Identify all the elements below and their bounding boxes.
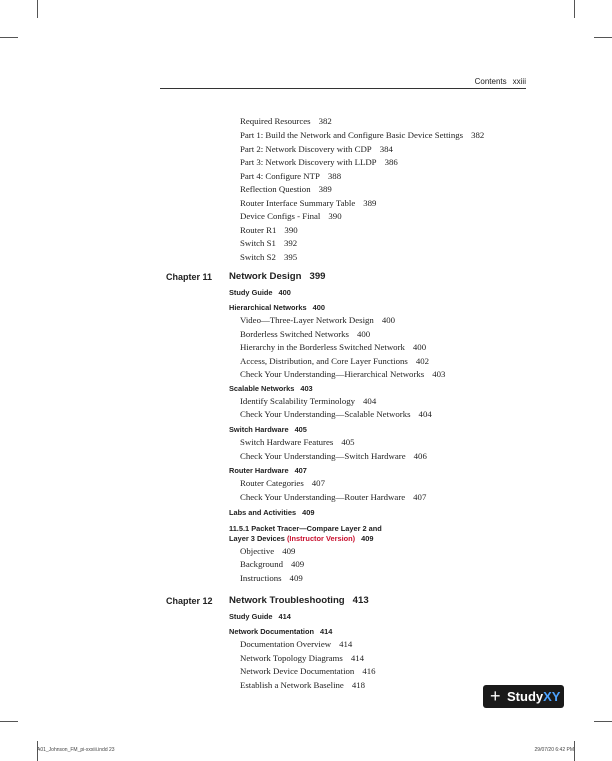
toc-entry[interactable]: Network Topology Diagrams 414 (240, 653, 365, 663)
toc-entry[interactable]: Documentation Overview 414 (240, 639, 353, 649)
toc-entry[interactable]: Check Your Understanding—Router Hardware 407 (240, 492, 427, 502)
crop-mark (594, 721, 612, 722)
instructor-version-tag: (Instructor Version) (286, 534, 356, 543)
chapter-title[interactable]: Network Design 399 (229, 271, 326, 282)
running-header (475, 77, 526, 86)
crop-mark (37, 0, 38, 18)
header-rule (160, 88, 526, 89)
plus-icon: + (490, 686, 501, 706)
header-page-number: xxiii (512, 77, 526, 86)
chapter-title[interactable]: Network Troubleshooting 413 (229, 595, 369, 606)
header-label: Contents (474, 77, 507, 86)
footer-filename: A01_Johnson_FM_pi-xxxiii.indd 23 (37, 747, 115, 753)
crop-mark (0, 37, 18, 38)
toc-entry[interactable]: Identify Scalability Terminology 404 (240, 396, 377, 406)
toc-entry[interactable]: Switch S2 395 (240, 252, 298, 262)
toc-entry[interactable]: Network Device Documentation 416 (240, 666, 376, 676)
section-heading[interactable]: Study Guide 414 (229, 612, 291, 621)
toc-entry[interactable]: Objective 409 (240, 546, 296, 556)
chapter-label: Chapter 11 (166, 272, 213, 282)
toc-entry[interactable]: Instructions 409 (240, 573, 303, 583)
toc-entry[interactable]: Check Your Understanding—Switch Hardware 406 (240, 451, 427, 461)
section-heading[interactable]: Scalable Networks 403 (229, 384, 313, 393)
chapter-label: Chapter 12 (166, 596, 213, 606)
toc-entry[interactable]: Switch Hardware Features 405 (240, 437, 355, 447)
crop-mark (594, 37, 612, 38)
toc-entry[interactable]: Part 2: Network Discovery with CDP 384 (240, 144, 393, 154)
lab-title-line2: Layer 3 Devices (Instructor Version) 409 (229, 534, 374, 543)
toc-entry[interactable]: Router R1 390 (240, 225, 298, 235)
section-heading[interactable]: Switch Hardware 405 (229, 425, 307, 434)
toc-entry[interactable]: Access, Distribution, and Core Layer Functions 402 (240, 356, 430, 366)
crop-mark (574, 0, 575, 18)
section-heading[interactable]: Hierarchical Networks 400 (229, 303, 325, 312)
toc-entry[interactable]: Required Resources 382 (240, 116, 332, 126)
crop-mark (0, 721, 18, 722)
toc-entry[interactable]: Router Categories 407 (240, 478, 325, 488)
toc-entry[interactable]: Background 409 (240, 559, 305, 569)
lab-title-line1: 11.5.1 Packet Tracer—Compare Layer 2 and (229, 524, 382, 533)
toc-entry[interactable]: Part 3: Network Discovery with LLDP 386 (240, 157, 398, 167)
toc-entry[interactable]: Hierarchy in the Borderless Switched Network 400 (240, 342, 427, 352)
toc-entry[interactable]: Check Your Understanding—Scalable Networks 404 (240, 409, 432, 419)
studyxy-logo: + StudyXY (483, 685, 564, 708)
toc-entry[interactable]: Reflection Question 389 (240, 184, 332, 194)
crop-mark (574, 741, 575, 761)
toc-entry[interactable]: Part 4: Configure NTP 388 (240, 171, 342, 181)
lab-heading[interactable] (229, 524, 382, 544)
footer-timestamp: 29/07/20 6:42 PM (534, 747, 574, 753)
toc-entry[interactable]: Establish a Network Baseline 418 (240, 680, 366, 690)
toc-entry[interactable]: Borderless Switched Networks 400 (240, 329, 371, 339)
section-heading[interactable]: Router Hardware 407 (229, 466, 307, 475)
toc-entry[interactable]: Part 1: Build the Network and Configure Basic Device Settings 382 (240, 130, 485, 140)
section-heading[interactable]: Labs and Activities 409 (229, 508, 315, 517)
toc-entry[interactable]: Check Your Understanding—Hierarchical Networks 403 (240, 369, 446, 379)
section-heading[interactable]: Study Guide 400 (229, 288, 291, 297)
toc-entry[interactable]: Video—Three-Layer Network Design 400 (240, 315, 396, 325)
toc-entry[interactable]: Device Configs - Final 390 (240, 211, 342, 221)
toc-entry[interactable]: Switch S1 392 (240, 238, 298, 248)
section-heading[interactable]: Network Documentation 414 (229, 627, 333, 636)
toc-entry[interactable]: Router Interface Summary Table 389 (240, 198, 377, 208)
